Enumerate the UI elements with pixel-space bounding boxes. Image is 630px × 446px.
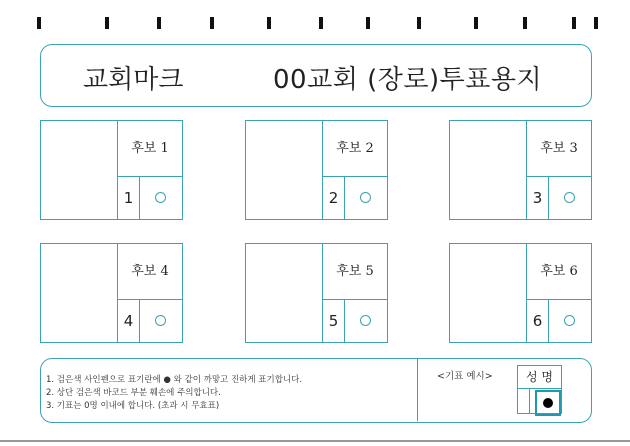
ballot-header xyxy=(40,44,592,107)
example-label: <기표 예시> xyxy=(437,371,493,382)
church-mark-label: 교회마크 xyxy=(83,65,184,95)
candidate-card-5 xyxy=(245,243,388,343)
candidate-photo xyxy=(450,244,527,342)
timing-mark xyxy=(157,17,161,29)
candidate-photo xyxy=(246,121,323,219)
candidate-card-4 xyxy=(40,243,183,343)
timing-mark xyxy=(523,17,527,29)
timing-mark xyxy=(105,17,109,29)
timing-mark xyxy=(319,17,323,29)
timing-mark xyxy=(366,17,370,29)
vote-mark-box[interactable] xyxy=(345,177,387,219)
timing-mark xyxy=(267,17,271,29)
candidate-card-2 xyxy=(245,120,388,220)
candidate-card-6 xyxy=(449,243,592,343)
vote-mark-box[interactable] xyxy=(549,177,591,219)
timing-mark xyxy=(37,17,41,29)
timing-mark xyxy=(210,17,214,29)
vote-mark-box[interactable] xyxy=(345,300,387,342)
example-box xyxy=(517,365,562,414)
ballot-title: 00교회 (장로)투표용지 xyxy=(273,65,543,95)
timing-mark xyxy=(417,17,421,29)
candidate-name: 후보 3 xyxy=(527,121,591,177)
candidate-photo xyxy=(450,121,527,219)
vote-circle-icon xyxy=(360,192,371,203)
candidate-card-3 xyxy=(449,120,592,220)
vote-mark-box[interactable] xyxy=(140,300,182,342)
bottom-divider xyxy=(0,440,630,442)
vote-circle-icon xyxy=(564,192,575,203)
candidate-number: 3 xyxy=(527,177,549,219)
candidate-number: 5 xyxy=(323,300,345,342)
candidate-number: 1 xyxy=(118,177,140,219)
example-number-cell xyxy=(518,389,530,413)
candidate-photo xyxy=(41,244,118,342)
vote-mark-box[interactable] xyxy=(549,300,591,342)
candidate-card-1 xyxy=(40,120,183,220)
candidate-name: 후보 5 xyxy=(323,244,387,300)
candidate-name: 후보 4 xyxy=(118,244,182,300)
candidate-number: 6 xyxy=(527,300,549,342)
vote-circle-icon xyxy=(564,315,575,326)
footer-divider xyxy=(417,359,418,421)
candidate-name: 후보 2 xyxy=(323,121,387,177)
vote-circle-icon xyxy=(360,315,371,326)
vote-mark-box[interactable] xyxy=(140,177,182,219)
instruction-line: 3. 기표는 0명 이내에 합니다. (초과 시 무효표) xyxy=(46,401,220,411)
instruction-line: 2. 상단 검은색 바코드 부분 훼손에 주의합니다. xyxy=(46,388,221,398)
timing-mark xyxy=(572,17,576,29)
candidate-photo xyxy=(41,121,118,219)
vote-circle-icon xyxy=(155,192,166,203)
candidate-name: 후보 6 xyxy=(527,244,591,300)
filled-circle-icon xyxy=(543,398,553,408)
candidate-number: 2 xyxy=(323,177,345,219)
timing-mark xyxy=(594,17,598,29)
vote-circle-icon xyxy=(155,315,166,326)
instructions-footer xyxy=(40,358,592,423)
candidate-number: 4 xyxy=(118,300,140,342)
instruction-line: 1. 검은색 사인펜으로 표기란에 ● 와 같이 까맣고 진하게 표기합니다. xyxy=(46,375,303,385)
timing-mark xyxy=(474,17,478,29)
example-mark xyxy=(535,390,561,416)
example-name: 성 명 xyxy=(518,366,561,389)
candidate-name: 후보 1 xyxy=(118,121,182,177)
candidate-photo xyxy=(246,244,323,342)
